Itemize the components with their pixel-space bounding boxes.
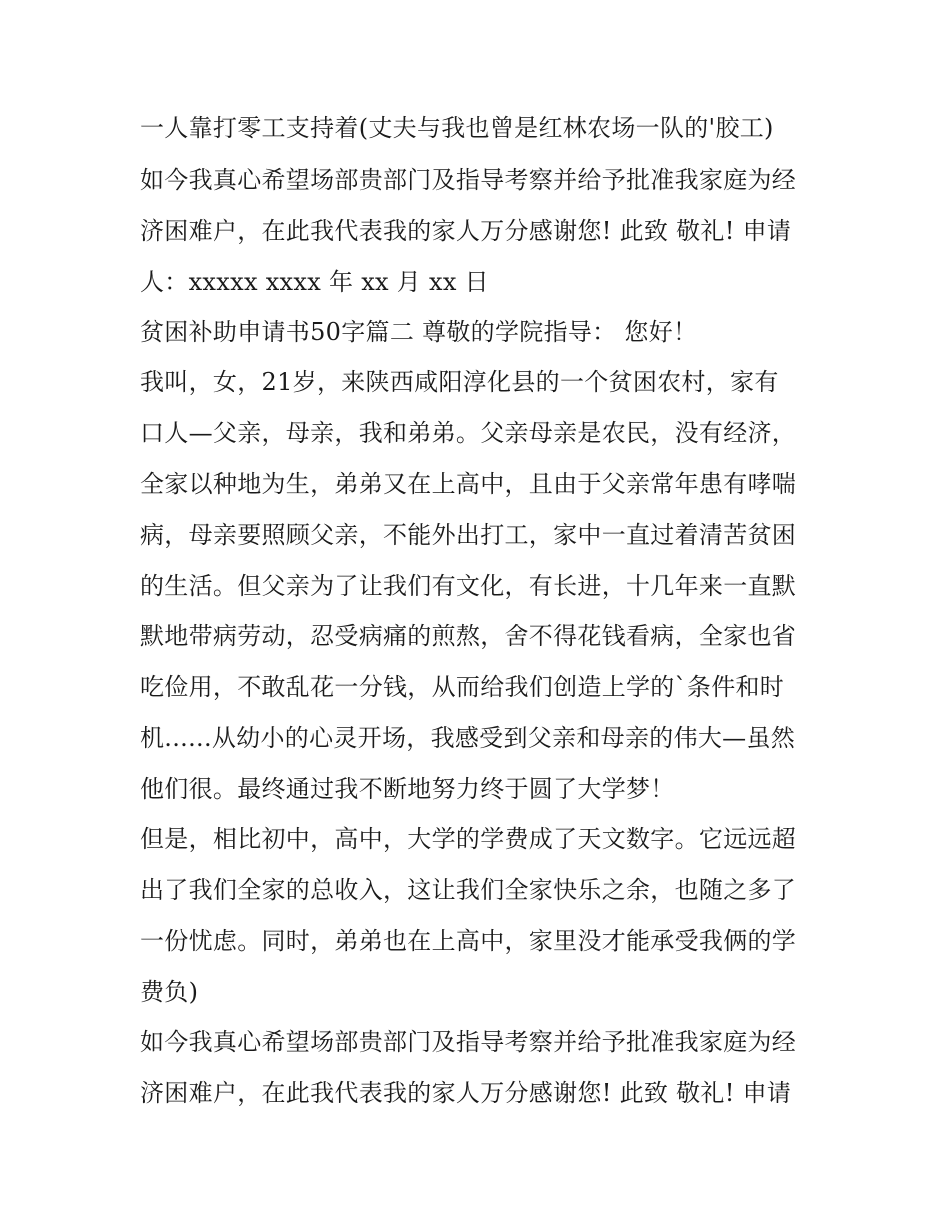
- text-line-18: 费负): [140, 978, 199, 1006]
- text-line-1: 一人靠打零工支持着(丈夫与我也曾是红林农场一队的'胶工): [140, 114, 774, 142]
- text-line-16: 出了我们全家的总收入，这让我们全家快乐之余，也随之多了: [140, 876, 797, 904]
- text-line-9: 病，母亲要照顾父亲，不能外出打工，家中一直过着清苦贫困: [140, 521, 797, 549]
- text-line-17: 一份忧虑。同时，弟弟也在上高中，家里没才能承受我俩的学: [140, 927, 797, 955]
- text-line-7: 口人—父亲，母亲，我和弟弟。父亲母亲是农民，没有经济，: [140, 419, 797, 447]
- text-line-8: 全家以种地为生，弟弟又在上高中，且由于父亲常年患有哮喘: [140, 470, 797, 498]
- text-line-2: 如今我真心希望场部贵部门及指导考察并给予批准我家庭为经: [140, 166, 797, 194]
- text-line-10: 的生活。但父亲为了让我们有文化，有长进，十几年来一直默: [140, 572, 797, 600]
- text-line-12: 吃俭用，不敢乱花一分钱，从而给我们创造上学的`条件和时: [140, 673, 785, 701]
- text-line-4: 人：xxxxx xxxx 年 xx 月 xx 日: [140, 268, 489, 296]
- text-line-6: 我叫，女，21岁，来陕西咸阳淳化县的一个贫困农村，家有: [140, 368, 779, 396]
- text-line-19: 如今我真心希望场部贵部门及指导考察并给予批准我家庭为经: [140, 1028, 797, 1056]
- text-line-3: 济困难户，在此我代表我的家人万分感谢您! 此致 敬礼! 申请: [140, 217, 792, 245]
- text-line-11: 默地带病劳动，忍受病痛的煎熬，舍不得花钱看病，全家也省: [140, 622, 797, 650]
- text-line-15: 但是，相比初中，高中，大学的学费成了天文数字。它远远超: [140, 825, 797, 853]
- text-line-13: 机......从幼小的心灵开场，我感受到父亲和母亲的伟大—虽然: [140, 724, 796, 752]
- text-line-5: 贫困补助申请书50字篇二 尊敬的学院指导： 您好！: [140, 318, 698, 346]
- text-line-20: 济困难户，在此我代表我的家人万分感谢您! 此致 敬礼! 申请: [140, 1079, 792, 1107]
- text-line-14: 他们很。最终通过我不断地努力终于圆了大学梦！: [140, 775, 675, 803]
